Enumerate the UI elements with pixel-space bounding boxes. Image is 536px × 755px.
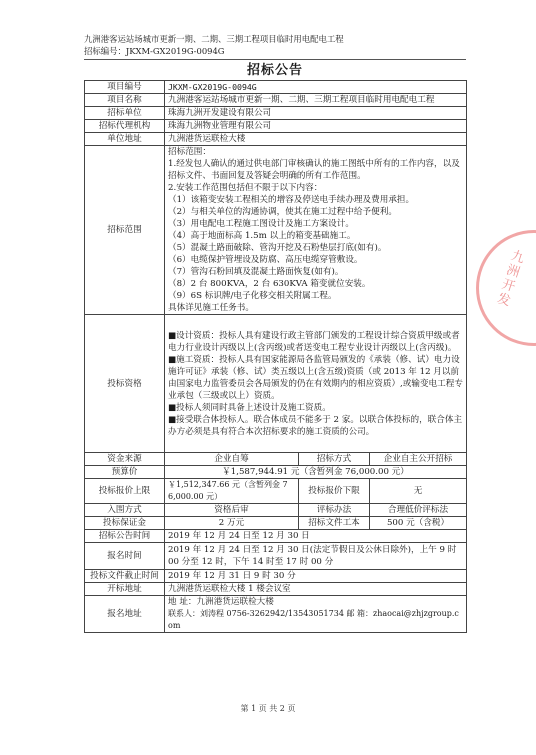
tenderer-label: 招标单位: [85, 107, 165, 120]
price-cap-label: 投标报价上限: [85, 479, 165, 504]
project-no-value: JKXM-GX2019G-0094G: [165, 81, 467, 94]
scope-line: 1.经发包人确认的通过供电部门审核确认的施工图纸中所有的工作内容，以及招标文件、书面回复及答疑会明确的所有工作范围。: [168, 159, 460, 181]
announce-time-value: 2019 年 12 月 24 日至 12 月 30 日: [165, 530, 467, 543]
header-divider: [84, 59, 466, 60]
project-no-label: 项目编号: [85, 81, 165, 94]
signup-address-label: 报名地址: [85, 596, 165, 633]
project-name-label: 项目名称: [85, 94, 165, 107]
table-row: [85, 479, 467, 504]
page-number: 第 1 页 共 2 页: [240, 704, 296, 713]
address-label: 单位地址: [85, 133, 165, 146]
table-row: [85, 570, 467, 583]
scope-line: （3）用电配电工程施工图设计及施工方案设计。: [168, 219, 354, 229]
tenderer-value: 珠海九洲开发建设有限公司: [165, 107, 467, 120]
table-row: [85, 94, 467, 107]
qualification-para: ■设计资质：投标人具有建设行政主管部门颁发的工程设计综合资质甲级或者电力行业设计丙级以上(含丙级)或者送变电工程专业设计丙级以上(含丙级)。: [168, 330, 460, 353]
table-row: [85, 146, 467, 315]
qualification-para: ■施工资质：投标人具有国家能源局各监管局颁发的《承装（修、试）电力设施许可证》承装（修、试）类五级以上(含五级)资质（或 2013 年 12 月以前由国家电力监管委员会各局颁发的仍在有效期内的相应资质）,或输变电工程专业承包（三级或以上）资质。: [168, 354, 463, 401]
price-cap-value: ￥1,512,347.66 元（含暂列金 76,000.00 元）: [165, 479, 299, 504]
scope-line: （9）6S 标识牌/电子化移交相关附属工程。: [168, 291, 337, 301]
announcement-table: [84, 80, 467, 633]
header-tender-number: 招标编号：JKXM-GX2019G-0094G: [84, 46, 225, 56]
table-row: [85, 107, 467, 120]
table-row: [85, 517, 467, 530]
signup-time-label: 报名时间: [85, 543, 165, 570]
scope-label: 招标范围: [85, 146, 165, 315]
method-label: 招标方式: [299, 453, 370, 466]
table-row: [85, 81, 467, 94]
table-row: [85, 530, 467, 543]
funding-label: 资金来源: [85, 453, 165, 466]
agency-label: 招标代理机构: [85, 120, 165, 133]
qualification-para: ■接受联合体投标人。联合体成员不能多于 2 家。以联合体投标的，联合体主办方必须是具有符合本次招标要求的施工资质的公司。: [168, 414, 463, 437]
admission-label: 入围方式: [85, 504, 165, 517]
agency-value: 珠海九洲物业管理有限公司: [165, 120, 467, 133]
project-name-value: 九洲港客运站场城市更新一期、二期、三期工程项目临时用电配电工程: [165, 94, 467, 107]
document-fee-value: 500 元（含税）: [370, 517, 467, 530]
qualification-para: ■投标人须同时具备上述设计及施工资质。: [168, 402, 331, 413]
scope-line: （2）与相关单位的沟通协调，使其在施工过程中给予便利。: [168, 207, 397, 217]
deadline-label: 投标文件截止时间: [85, 570, 165, 583]
page-title: 招标公告: [246, 63, 303, 78]
table-row: [85, 596, 467, 633]
table-row: [85, 453, 467, 466]
table-row: [85, 583, 467, 596]
deposit-label: 投标保证金: [85, 517, 165, 530]
contact-address: 地 址：九洲港货运联检大楼: [168, 597, 274, 607]
announce-time-label: 招标公告时间: [85, 530, 165, 543]
contact-person: 联系人：刘涛程 0756-3262942/13543051734 邮 箱：zhaocai@zhjzgroup.com: [168, 609, 459, 630]
table-row: [85, 133, 467, 146]
price-floor-label: 投标报价下限: [299, 479, 370, 504]
admission-value: 资格后审: [165, 504, 299, 517]
qualification-content: [165, 315, 467, 453]
scope-line: （8）2 台 800KVA，2 台 630KVA 箱变就位安装。: [168, 279, 371, 289]
signup-time-value: 2019 年 12 月 24 日至 12 月 30 日(法定节假日及公休日除外)，上午 9 时 00 分至 12 时，下午 14 时至 17 时 00 分: [165, 543, 467, 570]
scope-line: （4）高于地面标高 1.5m 以上的箱变基础施工。: [168, 231, 356, 241]
table-row: [85, 466, 467, 479]
document-header: [84, 33, 344, 57]
budget-value: ￥1,587,944.91 元（含暂列金 76,000.00 元）: [165, 466, 467, 479]
table-row: [85, 504, 467, 517]
scope-line: 具体详见施工任务书。: [168, 303, 254, 313]
opening-address-value: 九洲港货运联检大楼 1 楼会议室: [165, 583, 467, 596]
budget-label: 预算价: [85, 466, 165, 479]
header-project-title: 九洲港客运站场城市更新一期、二期、三期工程项目临时用电配电工程: [84, 34, 344, 44]
deposit-value: 2 万元: [165, 517, 299, 530]
scope-content: [165, 146, 467, 315]
scope-line: （6）电缆保护管埋设及防腐、高压电缆穿管敷设。: [168, 255, 363, 265]
scope-line: （5）混凝土路面破除、管沟开挖及石粉垫层打底(如有)。: [168, 243, 387, 253]
scope-line: 招标范围：: [168, 147, 211, 157]
evaluation-value: 合理低价评标法: [370, 504, 467, 517]
qualification-label: 投标资格: [85, 315, 165, 453]
funding-value: 企业自筹: [165, 453, 299, 466]
document-fee-label: 招标文件工本: [299, 517, 370, 530]
scope-line: （1）该箱变安装工程相关的增容及停送电手续办理及费用承担。: [168, 195, 415, 205]
scope-line: （7）管沟石粉回填及混凝土路面恢复(如有)。: [168, 267, 344, 277]
scope-line: 2.安装工作范围包括但不限于以下内容：: [168, 183, 323, 193]
signup-address-value: [165, 596, 467, 633]
opening-address-label: 开标地址: [85, 583, 165, 596]
evaluation-label: 评标办法: [299, 504, 370, 517]
table-row: [85, 120, 467, 133]
deadline-value: 2019 年 12 月 31 日 9 时 30 分: [165, 570, 467, 583]
table-row: [85, 315, 467, 453]
table-row: [85, 543, 467, 570]
price-floor-value: 无: [370, 479, 467, 504]
method-value: 企业自主公开招标: [370, 453, 467, 466]
address-value: 九洲港货运联检大楼: [165, 133, 467, 146]
company-seal-text: 九洲开发: [495, 248, 527, 310]
